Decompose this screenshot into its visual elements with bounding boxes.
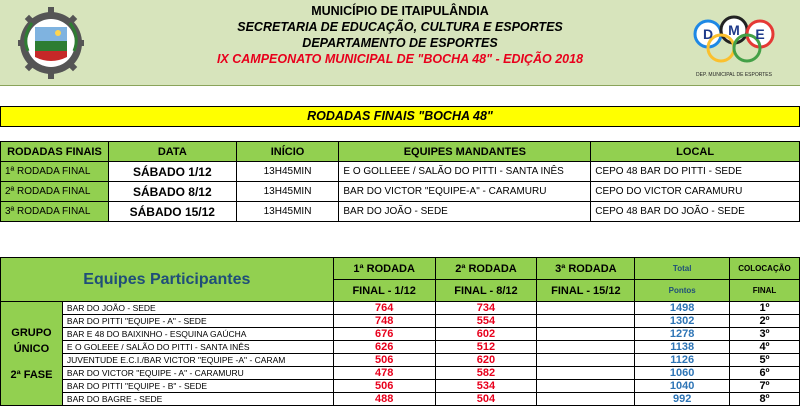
table-row (1, 393, 800, 406)
col-rodada-1-date: FINAL - 1/12 (333, 280, 435, 302)
table-row (1, 354, 800, 367)
header-municipality: MUNICÍPIO DE ITAIPULÂNDIA (311, 4, 489, 18)
group-label-line1: GRUPO (11, 326, 52, 339)
header-championship: IX CAMPEONATO MUNICIPAL DE "BOCHA 48" - EDIÇÃO 2018 (216, 52, 584, 66)
rodada-1-score: 488 (333, 393, 435, 406)
col-rodada-2: 2ª RODADA (435, 258, 537, 280)
col-colocacao-final: FINAL (730, 280, 800, 302)
data-cell: SÁBADO 8/12 (108, 182, 236, 202)
local-cell: CEPO DO VICTOR CARAMURU (591, 182, 800, 202)
total-points: 1040 (635, 380, 730, 393)
group-label-line2: ÚNICO (13, 342, 50, 355)
rodada-2-score: 512 (435, 341, 537, 354)
table-row (1, 315, 800, 328)
col-inicio: INÍCIO (236, 142, 339, 162)
table-row (1, 380, 800, 393)
group-label-line3: 2ª FASE (10, 368, 53, 381)
inicio-cell: 13H45MIN (236, 202, 339, 222)
col-rodada-1: 1ª RODADA (333, 258, 435, 280)
local-cell: CEPO 48 BAR DO JOÃO - SEDE (591, 202, 800, 222)
municipal-crest-icon (18, 7, 84, 79)
rodada-cell: 2ª RODADA FINAL (1, 182, 109, 202)
dme-caption: DEP. MUNICIPAL DE ESPORTES (696, 72, 772, 78)
rodada-2-score: 534 (435, 380, 537, 393)
table-row (1, 182, 800, 202)
rodada-2-score: 554 (435, 315, 537, 328)
rodada-1-score: 676 (333, 328, 435, 341)
document-header (0, 0, 800, 86)
rodada-1-score: 478 (333, 367, 435, 380)
col-local: LOCAL (591, 142, 800, 162)
final-position: 5º (730, 354, 800, 367)
col-equipes-mandantes: EQUIPES MANDANTES (339, 142, 591, 162)
dme-letter-d: D (702, 26, 714, 42)
total-points: 1302 (635, 315, 730, 328)
rodada-1-score: 506 (333, 380, 435, 393)
header-department: DEPARTAMENTO DE ESPORTES (302, 36, 498, 50)
rodada-1-score: 748 (333, 315, 435, 328)
final-position: 8º (730, 393, 800, 406)
col-rodada-3: 3ª RODADA (537, 258, 635, 280)
table-row (1, 328, 800, 341)
total-points: 1126 (635, 354, 730, 367)
team-cell: E O GOLEEE / SALÃO DO PITTI - SANTA INÊS (62, 341, 333, 354)
rodada-2-score: 582 (435, 367, 537, 380)
col-total: Total (635, 258, 730, 280)
total-points: 992 (635, 393, 730, 406)
final-position: 4º (730, 341, 800, 354)
inicio-cell: 13H45MIN (236, 182, 339, 202)
total-points: 1278 (635, 328, 730, 341)
team-cell: BAR E 48 DO BAIXINHO - ESQUINA GAÚCHA (62, 328, 333, 341)
rodada-1-score: 764 (333, 302, 435, 315)
rodada-3-score (537, 367, 635, 380)
standings-header-row (1, 258, 800, 280)
col-rodadas-finais: RODADAS FINAIS (1, 142, 109, 162)
rodada-2-score: 602 (435, 328, 537, 341)
col-rodada-3-date: FINAL - 15/12 (537, 280, 635, 302)
table-row (1, 341, 800, 354)
team-cell: JUVENTUDE E.C.I./BAR VICTOR "EQUIPE -A" - CARAM (62, 354, 333, 367)
table-row (1, 302, 800, 315)
equipes-participantes-title: Equipes Participantes (1, 258, 334, 302)
rodada-1-score: 626 (333, 341, 435, 354)
dme-letter-m: M (728, 22, 740, 38)
data-cell: SÁBADO 15/12 (108, 202, 236, 222)
schedule-table (0, 141, 800, 222)
team-cell: BAR DO PITTI "EQUIPE - B" - SEDE (62, 380, 333, 393)
final-position: 3º (730, 328, 800, 341)
schedule-header-row (1, 142, 800, 162)
rodada-3-score (537, 393, 635, 406)
total-points: 1060 (635, 367, 730, 380)
team-cell: BAR DO BAGRE - SEDE (62, 393, 333, 406)
rodada-2-score: 504 (435, 393, 537, 406)
local-cell: CEPO 48 BAR DO PITTI - SEDE (591, 162, 800, 182)
final-position: 2º (730, 315, 800, 328)
team-cell: BAR DO PITTI "EQUIPE - A" - SEDE (62, 315, 333, 328)
rodada-3-score (537, 302, 635, 315)
rodada-cell: 1ª RODADA FINAL (1, 162, 109, 182)
equipe-cell: BAR DO JOÃO - SEDE (339, 202, 591, 222)
rodadas-finais-title: RODADAS FINAIS "BOCHA 48" (0, 106, 800, 127)
team-cell: BAR DO JOÃO - SEDE (62, 302, 333, 315)
col-data: DATA (108, 142, 236, 162)
final-position: 7º (730, 380, 800, 393)
standings-table (0, 257, 800, 406)
dme-logo-icon (692, 8, 776, 80)
col-colocacao: COLOCAÇÃO (730, 258, 800, 280)
col-rodada-2-date: FINAL - 8/12 (435, 280, 537, 302)
table-row (1, 162, 800, 182)
table-row (1, 202, 800, 222)
equipe-cell: E O GOLLEEE / SALÃO DO PITTI - SANTA INÊS (339, 162, 591, 182)
rodada-3-score (537, 354, 635, 367)
equipe-cell: BAR DO VICTOR "EQUIPE-A" - CARAMURU (339, 182, 591, 202)
total-points: 1498 (635, 302, 730, 315)
table-row (1, 367, 800, 380)
rodada-3-score (537, 380, 635, 393)
group-label (1, 302, 63, 406)
rodada-2-score: 620 (435, 354, 537, 367)
dme-letter-e: E (755, 26, 765, 42)
rodada-3-score (537, 315, 635, 328)
rodada-3-score (537, 341, 635, 354)
rodada-1-score: 506 (333, 354, 435, 367)
final-position: 1º (730, 302, 800, 315)
final-position: 6º (730, 367, 800, 380)
data-cell: SÁBADO 1/12 (108, 162, 236, 182)
rodada-2-score: 734 (435, 302, 537, 315)
rodada-cell: 3ª RODADA FINAL (1, 202, 109, 222)
team-cell: BAR DO VICTOR "EQUIPE - A" - CARAMURU (62, 367, 333, 380)
col-total-pontos: Pontos (635, 280, 730, 302)
inicio-cell: 13H45MIN (236, 162, 339, 182)
total-points: 1138 (635, 341, 730, 354)
rodada-3-score (537, 328, 635, 341)
header-secretariat: SECRETARIA DE EDUCAÇÃO, CULTURA E ESPORTES (237, 20, 563, 34)
